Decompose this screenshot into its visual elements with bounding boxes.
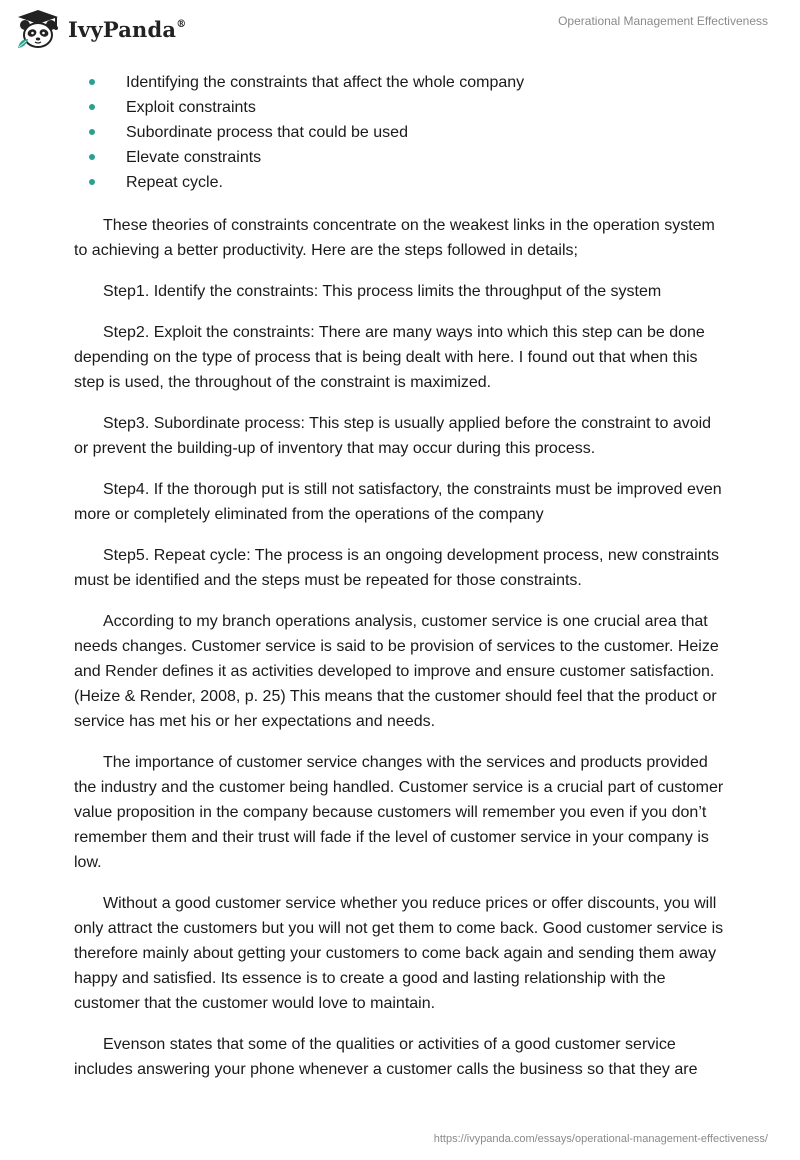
bullet-dot-icon bbox=[89, 154, 95, 160]
registered-mark: ® bbox=[176, 18, 187, 30]
list-item bbox=[74, 145, 724, 170]
bullet-dot-icon bbox=[89, 104, 95, 110]
list-item bbox=[74, 120, 724, 145]
list-item bbox=[74, 170, 724, 195]
paragraph: Without a good customer service whether you reduce prices or offer discounts, you will only attract the customers but you will not get them to come back. Good customer service is therefore mainly about getting your customers to come back again and sending them away happy and satisfied. Its essence is to create a good and lasting relationship with the customer that the customer would love to maintain. bbox=[74, 895, 724, 1012]
list-item bbox=[74, 95, 724, 120]
list-item-text: Elevate constraints bbox=[126, 149, 262, 166]
paragraph: According to my branch operations analysis, customer service is one crucial area that needs changes. Customer service is said to be provision of services to the customer. Heize and Render defines it as activities developed to improve and ensure customer satisfaction. (Heize & Render, 2008, p. 25) This means that the customer should feel that the product or service has met his or her expectations and needs. bbox=[74, 613, 719, 730]
bullet-dot-icon bbox=[89, 179, 95, 185]
constraint-steps-list bbox=[74, 70, 724, 195]
paragraph: Evenson states that some of the qualities or activities of a good customer service includes answering your phone whenever a customer calls the business so that they are bbox=[74, 1036, 698, 1078]
paragraph: These theories of constraints concentrate on the weakest links in the operation system to achieving a better productivity. Here are the steps followed in details; bbox=[74, 217, 715, 259]
page-header bbox=[0, 0, 800, 60]
list-item-text: Subordinate process that could be used bbox=[126, 124, 408, 141]
list-item-text: Identifying the constraints that affect the whole company bbox=[126, 74, 525, 91]
paragraph: Step3. Subordinate process: This step is usually applied before the constraint to avoid or prevent the building-up of inventory that may occur during this process. bbox=[74, 415, 712, 457]
paragraph: The importance of customer service changes with the services and products provided the industry and the customer being handled. Customer service is a crucial part of customer value proposition in the company because customers will remember you even if you don’t remember them and their trust will fade if the level of customer service in your company is low. bbox=[74, 754, 724, 871]
ivypanda-logo[interactable] bbox=[14, 8, 186, 50]
brand-text: IvyPanda bbox=[68, 16, 177, 42]
paragraph: Step1. Identify the constraints: This process limits the throughput of the system bbox=[103, 283, 662, 300]
paragraph: Step4. If the thorough put is still not satisfactory, the constraints must be improved even more or completely eliminated from the operations of the company bbox=[74, 481, 722, 523]
list-item-text: Exploit constraints bbox=[126, 99, 256, 116]
document-title: Operational Management Effectiveness bbox=[558, 14, 768, 28]
source-url[interactable]: https://ivypanda.com/essays/operational-management-effectiveness/ bbox=[433, 1133, 768, 1145]
paragraph: Step2. Exploit the constraints: There are many ways into which this step can be done depending on the type of process that is being dealt with here. I found out that when this step is used, the throughout of the constraint is maximized. bbox=[74, 324, 705, 391]
panda-icon bbox=[14, 8, 62, 50]
brand-name bbox=[68, 17, 186, 42]
bullet-dot-icon bbox=[89, 129, 95, 135]
list-item-text: Repeat cycle. bbox=[126, 174, 223, 191]
list-item bbox=[74, 70, 724, 95]
essay-body bbox=[74, 70, 724, 1082]
bullet-dot-icon bbox=[89, 79, 95, 85]
paragraph: Step5. Repeat cycle: The process is an ongoing development process, new constraints must be identified and the steps must be repeated for those constraints. bbox=[74, 547, 720, 589]
